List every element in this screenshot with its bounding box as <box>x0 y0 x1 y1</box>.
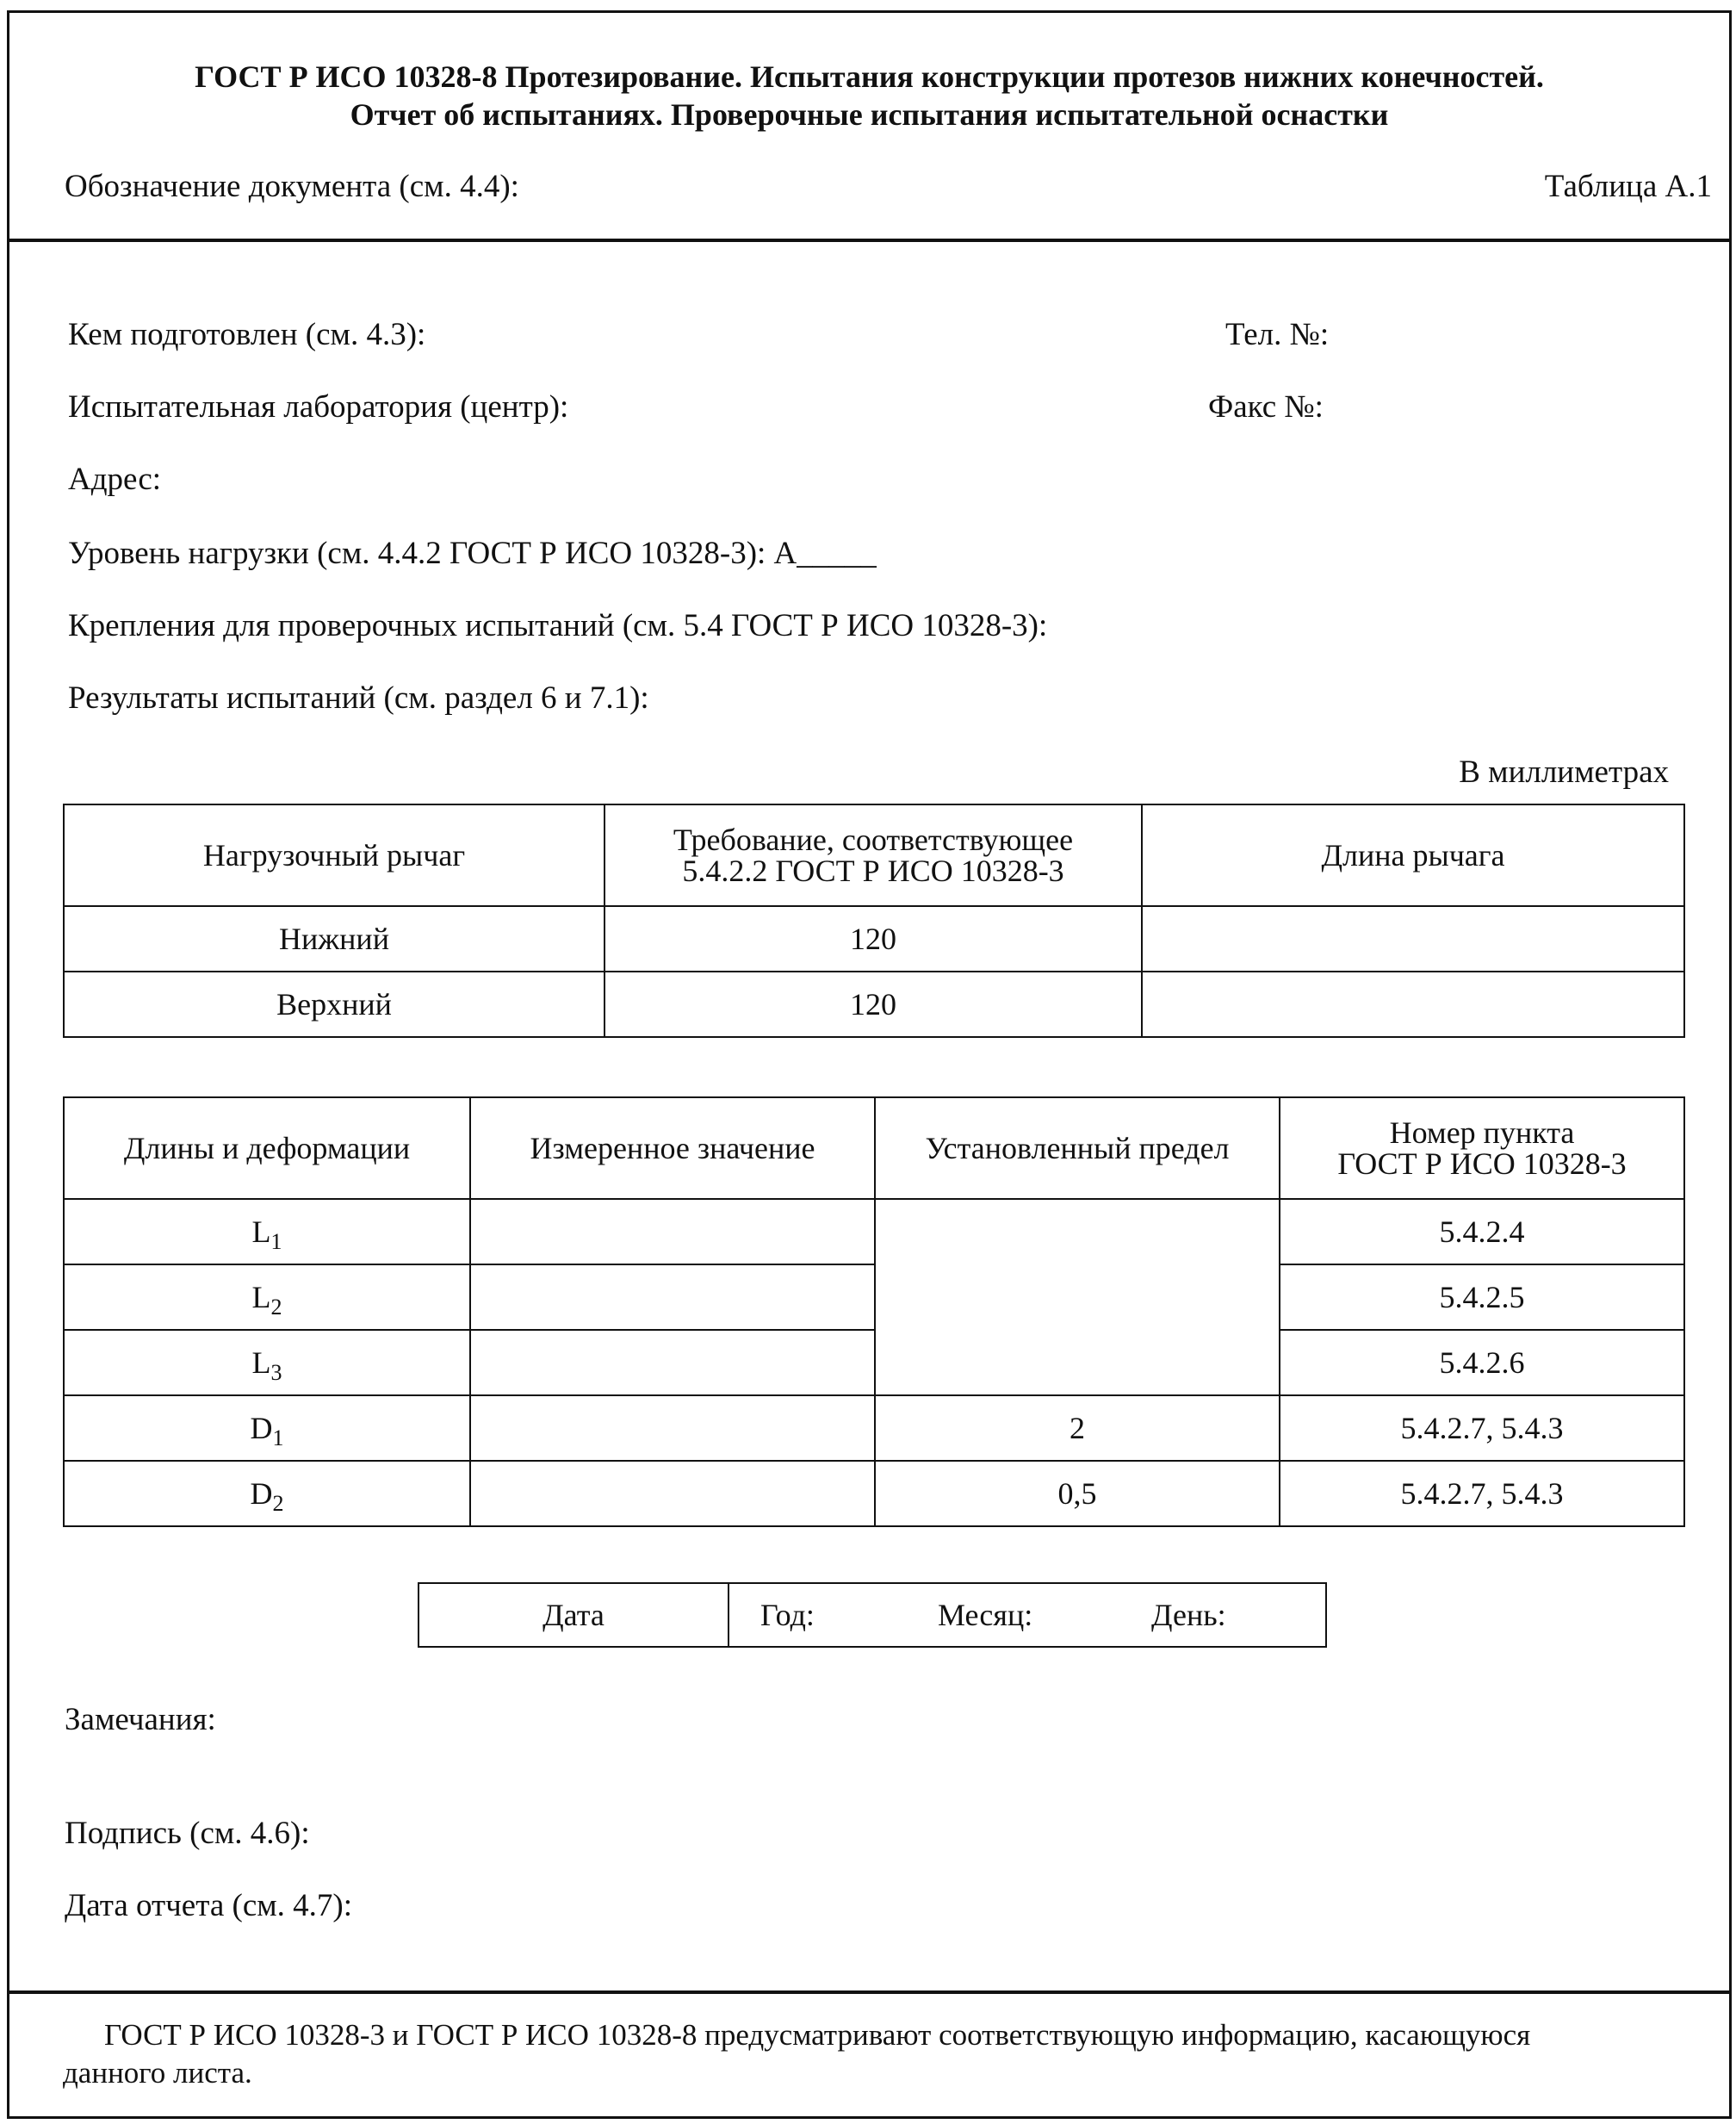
symbol-letter: L <box>251 1280 271 1314</box>
lever-length-cell[interactable] <box>1142 906 1684 972</box>
year-field[interactable]: Год: <box>760 1598 815 1632</box>
form-title <box>9 58 1729 134</box>
form-header <box>9 13 1729 242</box>
lever-length-header: Длина рычага <box>1142 804 1684 906</box>
date-box <box>418 1582 1327 1648</box>
set-limit-merged-cell <box>875 1199 1280 1395</box>
measured-value-cell[interactable] <box>470 1199 875 1264</box>
symbol-letter: L <box>251 1214 271 1249</box>
set-limit-cell: 0,5 <box>875 1461 1280 1526</box>
load-level-label: Уровень нагрузки (см. 4.4.2 ГОСТ Р ИСО 10328-3): А_____ <box>68 536 877 571</box>
symbol-subscript: 3 <box>270 1360 282 1385</box>
lever-name: Нижний <box>64 906 604 972</box>
report-date-label: Дата отчета (см. 4.7): <box>65 1888 353 1923</box>
clause-header-line-2: ГОСТ Р ИСО 10328-3 <box>1337 1146 1627 1181</box>
quantity-symbol <box>64 1461 470 1526</box>
title-line-1: ГОСТ Р ИСО 10328-8 Протезирование. Испытания конструкции протезов нижних конечностей. <box>195 59 1544 94</box>
report-form <box>7 10 1732 2119</box>
table-number: Таблица А.1 <box>1544 169 1712 204</box>
lever-name: Верхний <box>64 972 604 1037</box>
footer-note: ГОСТ Р ИСО 10328-3 и ГОСТ Р ИСО 10328-8 предусматривают соответствующую информацию, касающуюся данного листа. <box>63 2018 1531 2090</box>
deformation-table <box>63 1096 1685 1527</box>
month-field[interactable]: Месяц: <box>938 1598 1033 1632</box>
lever-header: Нагрузочный рычаг <box>64 804 604 906</box>
lever-requirement: 120 <box>604 906 1142 972</box>
requirement-header-line-1: Требование, соответствующее <box>673 823 1074 857</box>
symbol-subscript: 1 <box>270 1229 282 1254</box>
date-label: Дата <box>419 1584 729 1646</box>
symbol-subscript: 2 <box>272 1491 284 1516</box>
quantity-symbol <box>64 1330 470 1395</box>
day-field[interactable]: День: <box>1151 1598 1226 1632</box>
document-designation-label: Обозначение документа (см. 4.4): <box>65 169 519 204</box>
quantity-symbol <box>64 1395 470 1461</box>
table-row <box>64 1199 1684 1264</box>
requirement-header-line-2: 5.4.2.2 ГОСТ Р ИСО 10328-3 <box>682 854 1064 888</box>
clause-number: 5.4.2.4 <box>1280 1199 1684 1264</box>
set-limit-header: Установленный предел <box>875 1097 1280 1199</box>
clause-number: 5.4.2.7, 5.4.3 <box>1280 1461 1684 1526</box>
title-line-2: Отчет об испытаниях. Проверочные испытания испытательной оснастки <box>350 97 1389 132</box>
table-row <box>64 906 1684 972</box>
set-limit-cell: 2 <box>875 1395 1280 1461</box>
measured-value-cell[interactable] <box>470 1395 875 1461</box>
requirement-header <box>604 804 1142 906</box>
lever-requirement: 120 <box>604 972 1142 1037</box>
units-note: В миллиметрах <box>1459 755 1669 790</box>
laboratory-label: Испытательная лаборатория (центр): <box>68 389 569 425</box>
lever-length-cell[interactable] <box>1142 972 1684 1037</box>
deformation-table-header-row <box>64 1097 1684 1199</box>
results-label: Результаты испытаний (см. раздел 6 и 7.1): <box>68 680 649 716</box>
measured-value-cell[interactable] <box>470 1264 875 1330</box>
symbol-letter: D <box>250 1476 273 1511</box>
symbol-letter: D <box>250 1411 273 1445</box>
measured-value-header: Измеренное значение <box>470 1097 875 1199</box>
quantity-symbol <box>64 1199 470 1264</box>
phone-label: Тел. №: <box>1225 317 1330 352</box>
signature-label: Подпись (см. 4.6): <box>65 1816 310 1851</box>
fax-label: Факс №: <box>1208 389 1324 425</box>
address-label: Адрес: <box>68 462 162 497</box>
lengths-deformations-header: Длины и деформации <box>64 1097 470 1199</box>
table-row <box>64 972 1684 1037</box>
lever-table-header-row <box>64 804 1684 906</box>
clause-number: 5.4.2.5 <box>1280 1264 1684 1330</box>
symbol-subscript: 1 <box>272 1425 284 1450</box>
clause-header-line-1: Номер пункта <box>1389 1115 1575 1150</box>
quantity-symbol <box>64 1264 470 1330</box>
measured-value-cell[interactable] <box>470 1461 875 1526</box>
remarks-label: Замечания: <box>65 1702 216 1737</box>
fixtures-label: Крепления для проверочных испытаний (см. 5.4 ГОСТ Р ИСО 10328-3): <box>68 608 1048 643</box>
table-row <box>64 1330 1684 1395</box>
table-row <box>64 1461 1684 1526</box>
clause-number: 5.4.2.7, 5.4.3 <box>1280 1395 1684 1461</box>
symbol-subscript: 2 <box>270 1295 282 1320</box>
table-row <box>64 1395 1684 1461</box>
table-row <box>64 1264 1684 1330</box>
clause-number: 5.4.2.6 <box>1280 1330 1684 1395</box>
clause-number-header <box>1280 1097 1684 1199</box>
measured-value-cell[interactable] <box>470 1330 875 1395</box>
form-footer <box>9 1990 1729 2116</box>
symbol-letter: L <box>251 1345 271 1380</box>
prepared-by-label: Кем подготовлен (см. 4.3): <box>68 317 426 352</box>
lever-table <box>63 804 1685 1038</box>
